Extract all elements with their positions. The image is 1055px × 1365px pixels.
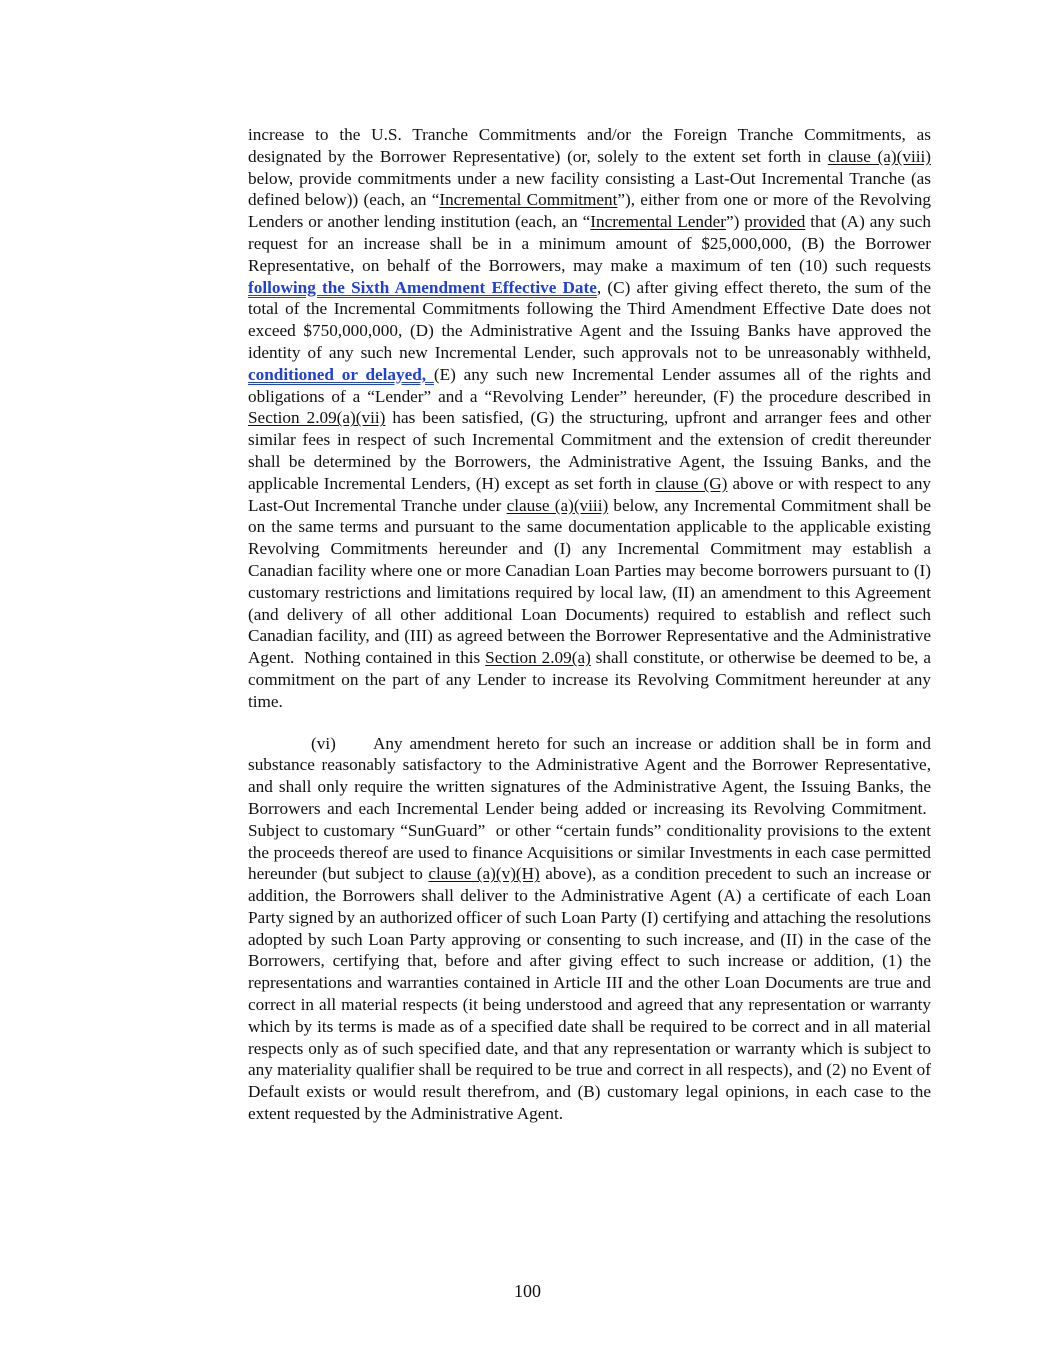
body-text: has been satisfied, (G) the structuring, upfront and arranger fees and other similar fees in respect of such Incremental Commitment and the extension of credit thereunder shall be determined by the Borrowers, the Administrative Agent, the Issuing Banks, and the applicable Incremental Lenders, (H) except as set forth in xyxy=(248,408,931,493)
body-text: below, any Incremental Commitment shall be on the same terms and pursuant to the same documentation applicable to the applicable existing Revolving Commitments hereunder and (I) any Incremental Commitment may establish a Canadian facility where one or more Canadian Loan Parties may become borrowers pursuant to (I) customary restrictions and limitations required by local law, (II) an amendment to this Agreement (and delivery of all other additional Loan Documents) required to establish and reflect such Canadian facility, and (III) as agreed between the Borrower Representative and the Administrative Agent. Nothing contained in this xyxy=(248,495,931,668)
paragraph-vi xyxy=(248,733,931,1125)
body-text: Any amendment hereto for such an increase or addition shall be in form and substance reasonably satisfactory to the Administrative Agent and the Borrower Representative, and shall only require the written signatures of the Administrative Agent, the Issuing Banks, the Borrowers and each Incremental Lender being added or increasing its Revolving Commitment. Subject to customary “SunGuard” or other “certain funds” conditionality provisions to the extent the proceeds thereof are used to finance Acquisitions or similar Investments in each case permitted hereunder (but subject to xyxy=(248,733,931,884)
inserted-text: conditioned or delayed, xyxy=(248,364,434,384)
emphasized-term: provided xyxy=(744,212,806,232)
clause-marker: (vi) xyxy=(311,733,336,753)
body-text: above or with respect to any Last-Out Incremental Tranche under xyxy=(248,473,932,515)
inserted-text: following the Sixth Amendment Effective Date xyxy=(248,277,597,297)
cross-reference: clause (a)(viii) xyxy=(827,146,931,166)
cross-reference: clause (a)(v)(H) xyxy=(428,864,540,884)
body-text: shall constitute, or otherwise be deemed to be, a commitment on the part of any Lender to increase its Revolving Commitment hereunder at any time. xyxy=(248,648,931,711)
document-page xyxy=(248,124,931,1125)
body-text: above), as a condition precedent to such an increase or addition, the Borrowers shall deliver to the Administrative Agent (A) a certificate of each Loan Party signed by an authorized officer of such Loan Party (I) certifying and attaching the resolutions adopted by such Loan Party approving or consenting to such increase, and (II) in the case of the Borrowers, certifying that, before and after giving effect to such increase or addition, (1) the representations and warranties contained in Article III and the other Loan Documents are true and correct in all material respects (it being understood and agreed that any representation or warranty which by its terms is made as of a specified date shall be required to be correct and in all material respects only as of such specified date, and that any representation or warranty which is subject to any materiality qualifier shall be required to be true and correct in all respects), and (2) no Event of Default exists or would result therefrom, and (B) customary legal opinions, in each case to the extent requested by the Administrative Agent. xyxy=(248,864,932,1124)
body-text: below, provide commitments under a new facility consisting a Last-Out Incremental Tranche (as defined below)) (each, an “ xyxy=(248,168,931,210)
body-text: , (C) after giving effect thereto, the sum of the total of the Incremental Commitments following the Third Amendment Effective Date does not exceed $750,000,000, (D) the Administrative Agent and the Issuing Banks have approved the identity of any such new Incremental Lender, such approvals not to be unreasonably withheld, xyxy=(248,277,931,362)
cross-reference: Section 2.09(a)(vii) xyxy=(248,408,386,428)
defined-term: Incremental Commitment xyxy=(439,190,618,210)
body-text: increase to the U.S. Tranche Commitments and/or the Foreign Tranche Commitments, as designated by the Borrower Representative) (or, solely to the extent set forth in xyxy=(248,125,931,166)
body-text: ”) xyxy=(725,212,745,232)
cross-reference: clause (G) xyxy=(655,473,728,493)
paragraph-incremental-commitments xyxy=(248,124,931,713)
defined-term: Incremental Lender xyxy=(590,212,726,232)
body-text: that (A) any such request for an increase shall be in a minimum amount of $25,000,000, (B) the Borrower Representative, on behalf of the Borrowers, may make a maximum of ten (10) such requests xyxy=(248,212,931,275)
body-text: ”), either from one or more of the Revolving Lenders or another lending institution (each, an “ xyxy=(248,190,931,232)
body-text: (E) any such new Incremental Lender assumes all of the rights and obligations of a “Lender” and a “Revolving Lender” hereunder, (F) the procedure described in xyxy=(248,364,931,406)
page-number: 100 xyxy=(514,1281,541,1301)
cross-reference: Section 2.09(a) xyxy=(485,648,591,668)
cross-reference: clause (a)(viii) xyxy=(506,495,609,515)
